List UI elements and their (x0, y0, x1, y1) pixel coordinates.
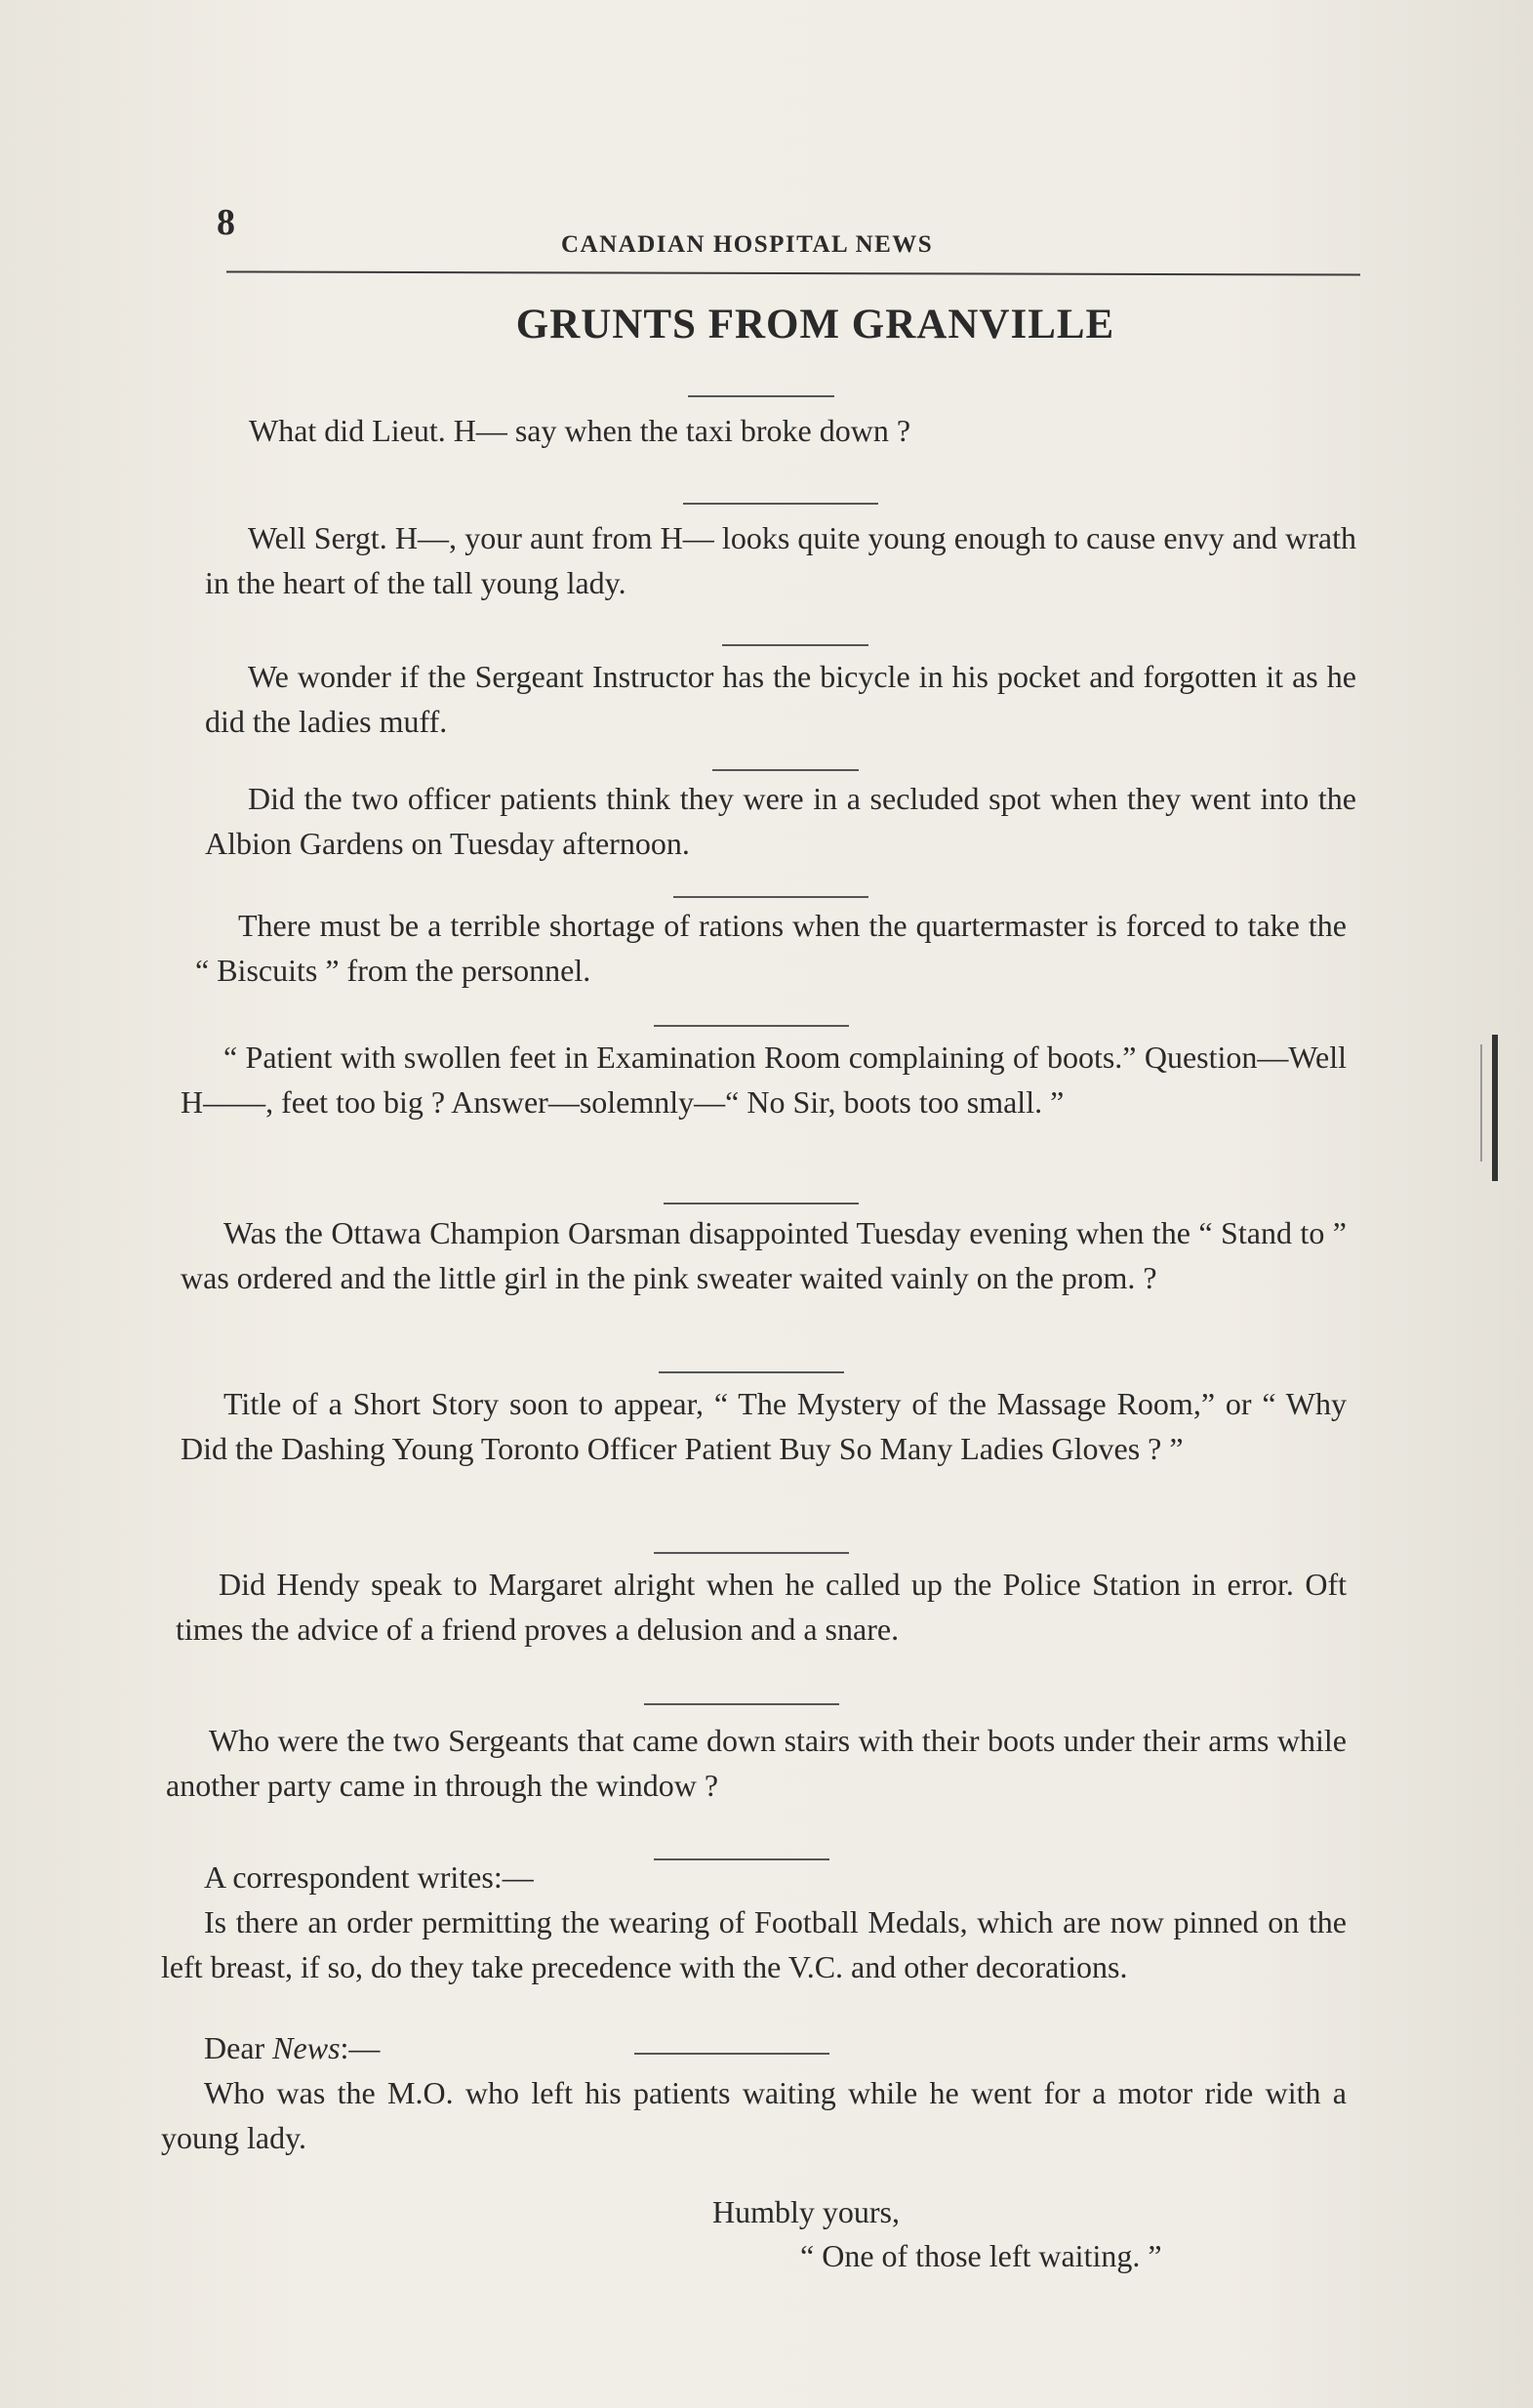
item-6 (181, 1035, 1347, 1124)
item-text: Well Sergt. H—, your aunt from H— looks quite young enough to cause envy and wrath in the heart of the tall young lady. (205, 520, 1356, 600)
letter-closing: Humbly yours, (712, 2194, 900, 2229)
salutation-suffix: :— (340, 2030, 381, 2065)
divider (688, 395, 834, 397)
divider (634, 2053, 829, 2055)
page-edge-binding (1474, 1015, 1533, 1191)
page-number: 8 (217, 202, 235, 243)
item-text: What did Lieut. H— say when the taxi broke down ? (249, 413, 911, 448)
divider (673, 896, 868, 898)
divider (659, 1371, 844, 1373)
item-text: Did the two officer patients think they were in a secluded spot when they went into the Albion Gardens on Tuesday afternoon. (205, 781, 1356, 861)
item-text: There must be a terrible shortage of rations when the quartermaster is forced to take the “ Biscuits ” from the personnel. (195, 908, 1347, 988)
article-title: GRUNTS FROM GRANVILLE (515, 302, 1115, 347)
item-text: Title of a Short Story soon to appear, “ The Mystery of the Massage Room,” or “ Why Did the Dashing Young Toronto Officer Patient Buy So Many Ladies Gloves ? ” (181, 1386, 1347, 1466)
divider (644, 1703, 839, 1705)
divider (722, 644, 868, 646)
item-8 (181, 1381, 1347, 1471)
salutation-name: News (272, 2030, 341, 2065)
divider (712, 769, 859, 771)
item-4 (205, 776, 1356, 866)
item-text: Did Hendy speak to Margaret alright when he called up the Police Station in error. Oft times the advice of a friend proves a delusion and a snare. (176, 1567, 1347, 1647)
divider (664, 1203, 859, 1204)
letter-text: Who was the M.O. who left his patients waiting while he went for a motor ride with a young lady. (161, 2075, 1347, 2155)
letter-signature: “ One of those left waiting. ” (800, 2238, 1162, 2273)
letter-section (161, 2025, 1347, 2160)
item-1 (249, 408, 1351, 453)
item-10 (166, 1718, 1347, 1808)
divider (654, 1025, 849, 1027)
salutation-prefix: Dear (204, 2030, 273, 2065)
item-9 (176, 1562, 1347, 1652)
divider (683, 503, 878, 505)
item-7 (181, 1210, 1347, 1300)
item-text: Who were the two Sergeants that came down stairs with their boots under their arms while another party came in through the window ? (166, 1723, 1347, 1803)
item-text: We wonder if the Sergeant Instructor has the bicycle in his pocket and forgotten it as he did the ladies muff. (205, 659, 1356, 739)
item-5 (195, 903, 1347, 993)
item-text: “ Patient with swollen feet in Examination Room complaining of boots.” Question—Well H——, feet too big ? Answer—solemnly—“ No Sir, boots too small. ” (181, 1040, 1347, 1120)
item-3 (205, 654, 1356, 744)
correspondent-text: Is there an order permitting the wearing of Football Medals, which are now pinned on the left breast, if so, do they take precedence with the V.C. and other decorations. (161, 1904, 1347, 1984)
header-rule (226, 270, 1360, 275)
correspondent-intro: A correspondent writes:— (204, 1859, 534, 1895)
item-text: Was the Ottawa Champion Oarsman disappointed Tuesday evening when the “ Stand to ” was ordered and the little girl in the pink sweater waited vainly on the prom. ? (181, 1215, 1347, 1295)
item-2 (205, 515, 1356, 605)
letter-salutation (161, 2025, 1347, 2070)
correspondent-section (161, 1855, 1347, 1989)
running-head: CANADIAN HOSPITAL NEWS (561, 231, 934, 258)
divider (654, 1858, 829, 1860)
divider (654, 1552, 849, 1554)
